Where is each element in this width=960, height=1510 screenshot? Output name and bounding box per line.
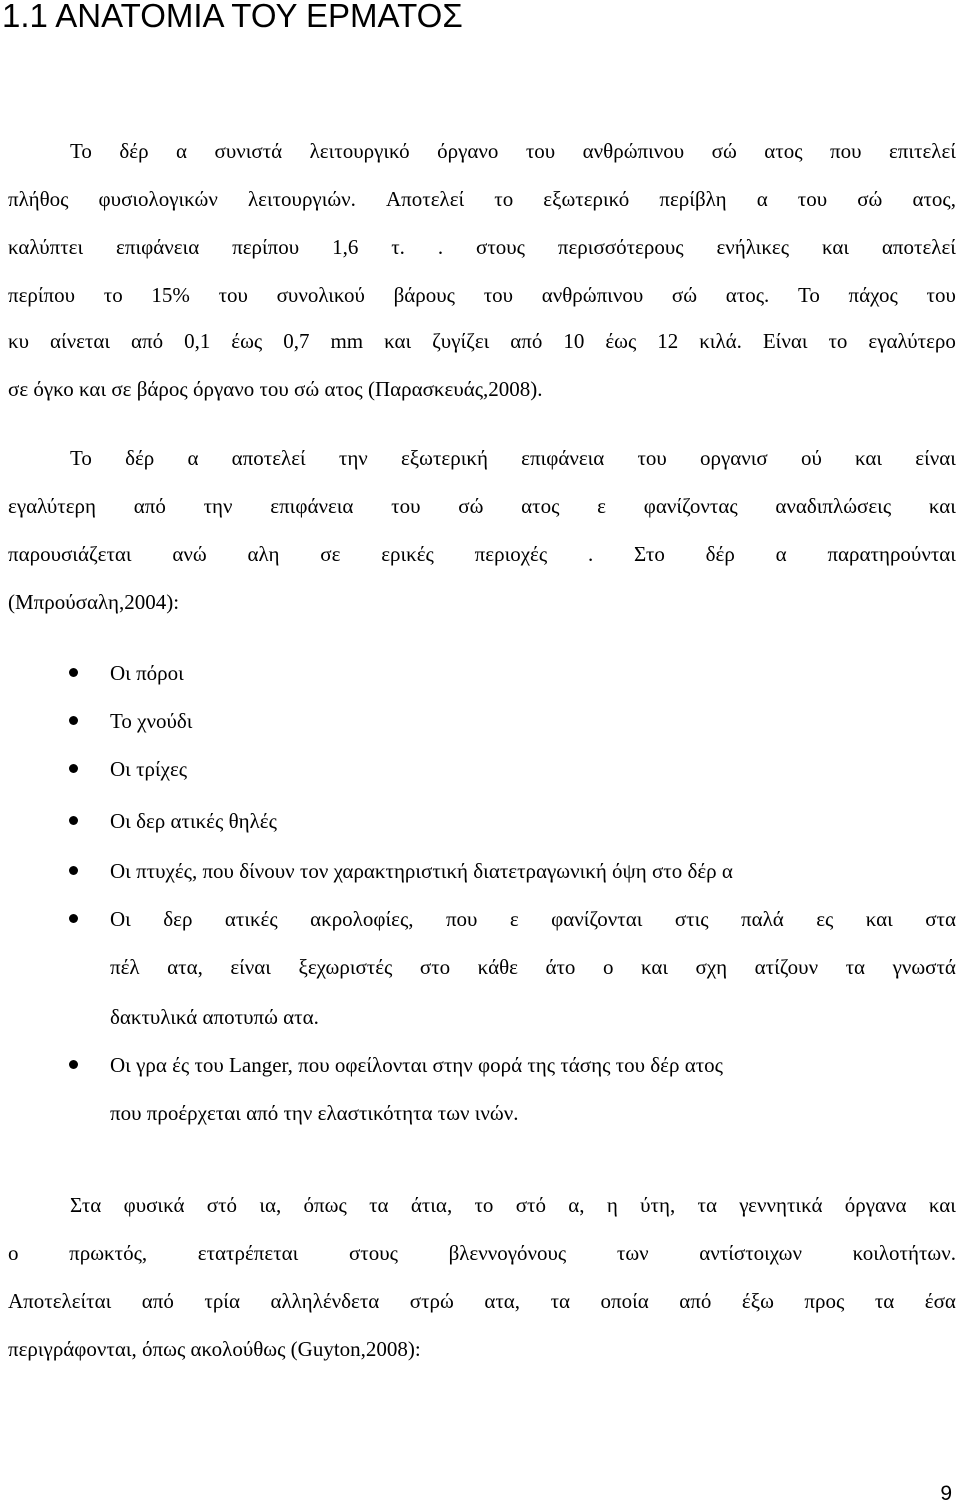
bullet-icon [69, 1060, 78, 1069]
page-number: 9 [940, 1482, 952, 1505]
text-line: Το δέρ α αποτελεί την εξωτερική επιφάνεια του οργανισ ού και είναι [70, 446, 956, 470]
text-line: Οι πτυχές, που δίνουν τον χαρακτηριστική διατετραγωνική όψη στο δέρ α [110, 859, 733, 883]
bullet-icon [69, 764, 78, 773]
text-line: εγαλύτερη από την επιφάνεια του σώ ατος ε φανίζοντας αναδιπλώσεις και [8, 494, 956, 518]
text-line: Οι δερ ατικές θηλές [110, 809, 277, 833]
text-line: καλύπτει επιφάνεια περίπου 1,6 τ. . στους περισσότερους ενήλικες και αποτελεί [8, 235, 956, 259]
text-line: Στα φυσικά στό ια, όπως τα άτια, το στό α, η ύτη, τα γεννητικά όργανα και [70, 1193, 956, 1217]
text-line: Οι τρίχες [110, 757, 188, 781]
text-line: παρουσιάζεται ανώ αλη σε ερικές περιοχές . Στο δέρ α παρατηρούνται [8, 542, 956, 566]
text-line: Το χνούδι [110, 709, 193, 733]
text-line: περίπου το 15% του συνολικού βάρους του ανθρώπινου σώ ατος. Το πάχος του [8, 283, 956, 307]
text-line: Οι πόροι [110, 661, 184, 685]
text-line: Αποτελείται από τρία αλληλένδετα στρώ ατα, τα οποία από έξω προς τα έσα [8, 1289, 956, 1313]
text-line: (Μπρούσαλη,2004): [8, 590, 180, 614]
text-line: περιγράφονται, όπως ακολούθως (Guyton,2008): [8, 1337, 421, 1361]
bullet-icon [69, 716, 78, 725]
text-line: Οι δερ ατικές ακρολοφίες, που ε φανίζονται στις παλά ες και στα [110, 907, 956, 931]
text-line: που προέρχεται από την ελαστικότητα των ινών. [110, 1101, 519, 1125]
bullet-icon [69, 866, 78, 875]
text-line: σε όγκο και σε βάρος όργανο του σώ ατος (Παρασκευάς,2008). [8, 377, 543, 401]
text-line: πλήθος φυσιολογικών λειτουργιών. Αποτελεί το εξωτερικό περίβλη α του σώ ατος, [8, 187, 956, 211]
text-line: Οι γρα ές του Langer, που οφείλονται στην φορά της τάσης του δέρ ατος [110, 1053, 723, 1077]
bullet-icon [69, 816, 78, 825]
section-heading: 1.1 ΑΝΑΤΟΜΙΑ ΤΟΥ ΕΡΜΑΤΟΣ [2, 0, 463, 34]
bullet-icon [69, 668, 78, 677]
text-line: πέλ ατα, είναι ξεχωριστές στο κάθε άτο ο και σχη ατίζουν τα γνωστά [110, 955, 956, 979]
text-line: δακτυλικά αποτυπώ ατα. [110, 1005, 319, 1029]
text-line: Το δέρ α συνιστά λειτουργικό όργανο του ανθρώπινου σώ ατος που επιτελεί [70, 139, 956, 163]
bullet-icon [69, 914, 78, 923]
text-line: κυ αίνεται από 0,1 έως 0,7 mm και ζυγίζει από 10 έως 12 κιλά. Είναι το εγαλύτερο [8, 329, 956, 353]
text-line: ο πρωκτός, ετατρέπεται στους βλεννογόνους των αντίστοιχων κοιλοτήτων. [8, 1241, 956, 1265]
